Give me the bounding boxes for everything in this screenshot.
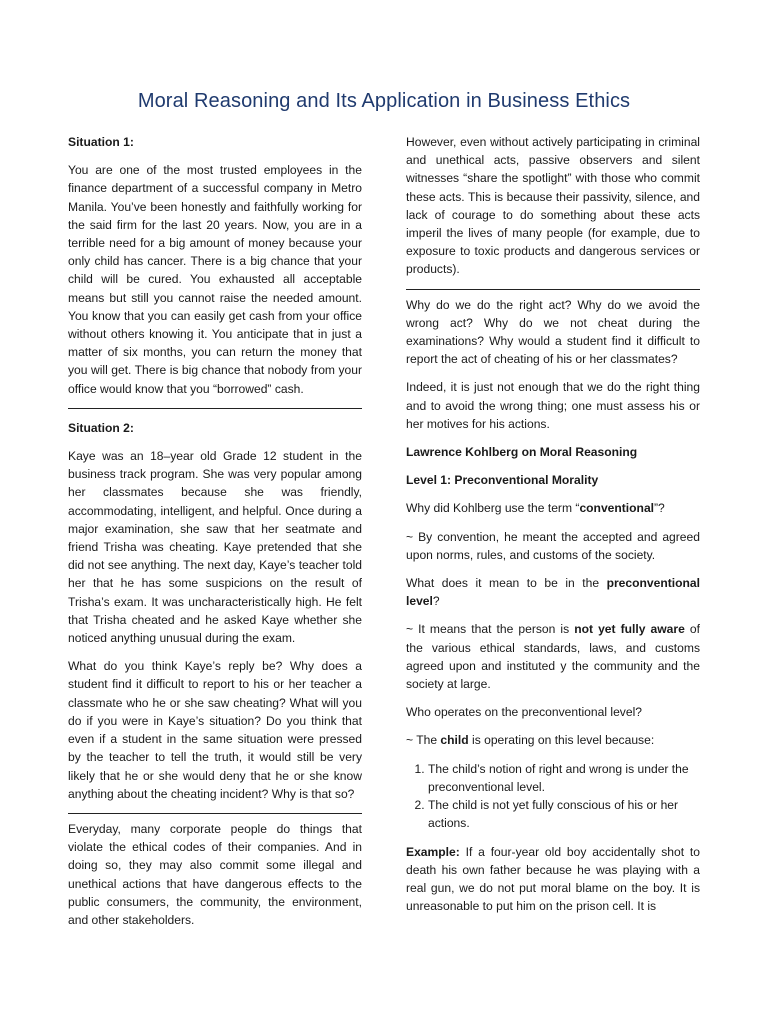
situation-1-text: You are one of the most trusted employees in the finance department of a successful company in Metro Manila. You’ve been honestly and faithfully working for the said firm for the last 20 years. Now, you are in a terrible need for a big amount of money because your only child has cancer. There is a big chance that your child will be cured. You exhausted all acceptable means but still you cannot raise the needed amount. You know that you can easily get cash from your office without others knowing it. You anticipate that in just a matter of six months, you can return the money that you will get. There is big chance that nobody from your office would know that you “borrowed” cash.	[68, 163, 362, 396]
left-column	[68, 133, 362, 939]
level-1-heading: Level 1: Preconventional Morality	[406, 473, 599, 488]
section-divider	[406, 289, 700, 369]
reasons-list	[406, 760, 700, 833]
section-divider	[68, 408, 362, 437]
list-item: 2. The child is not yet fully conscious of his or her actions.	[428, 796, 700, 832]
why-paragraph: Why do we do the right act? Why do we avoid the wrong act? Why do we not cheat during the examinations? Why would a student find it difficult to report the act of cheating of his or her classmates?	[406, 297, 700, 367]
situation-2-questions: What do you think Kaye’s reply be? Why does a student find it difficult to report to his or her teacher a classmate who he or she saw cheating? What will you do if you were in Kaye’s situation? Do you think that even if a student in the same situation were pressed by the teacher to tell the truth, it would still be very likely that he or she would deny that he or she know anything about the cheating incident? Why is that so?	[68, 659, 362, 801]
situation-2-text: Kaye was an 18–year old Grade 12 student in the business track program. She was very popular among her classmates because she was friendly, accommodating, intelligent, and helpful. Once during a major examination, she saw that her seatmate and friend Trisha was cheating. Kaye pretended that she did not see anything. The next day, Kaye’s teacher told her that he has some suspicions on the result of Trisha’s exam. It was uncharacteristically high. He felt that Trisha cheated and he asked Kaye whether she noticed anything unusual during the exam.	[68, 449, 362, 646]
everyday-paragraph: Everyday, many corporate people do things that violate the ethical codes of their companies. And in doing so, they may also commit some illegal and unethical actions that have dangerous effects to the public consumers, the community, the environment, and other stakeholders.	[68, 821, 362, 927]
indeed-paragraph: Indeed, it is just not enough that we do the right thing and to avoid the wrong thing; one must assess his or her motives for his actions.	[406, 380, 700, 431]
section-divider	[68, 813, 362, 929]
kohlberg-heading: Lawrence Kohlberg on Moral Reasoning	[406, 445, 638, 460]
list-item: 1. The child’s notion of right and wrong is under the preconventional level.	[428, 760, 700, 796]
answer-preconventional: ~ It means that the person is not yet fully aware of the various ethical standards, laws, and customs agreed upon and instituted y the community and the society at large.	[406, 622, 700, 692]
answer-conventional: ~ By convention, he meant the accepted and agreed upon norms, rules, and customs of the society.	[406, 529, 700, 562]
however-paragraph: However, even without actively participating in criminal and unethical acts, passive observers and silent witnesses “share the spotlight” with those who commit these acts. This is because their passivity, silence, and lack of courage to do something about these acts imperil the lives of many people (for example, due to exposure to toxic products and dangerous services or products).	[406, 135, 700, 277]
example-paragraph: Example: If a four-year old boy accidentally shot to death his own father because he was playing with a real gun, we do not put moral blame on the boy. It is unreasonable to put him on the prison cell. It is	[406, 844, 700, 914]
right-column	[406, 133, 700, 925]
situation-2-heading: Situation 2:	[68, 420, 134, 435]
situation-1-heading: Situation 1:	[68, 135, 134, 149]
answer-who: ~ The child is operating on this level because:	[406, 733, 655, 748]
question-preconventional: What does it mean to be in the preconventional level?	[406, 576, 700, 609]
question-who: Who operates on the preconventional level?	[406, 705, 642, 720]
page-title: Moral Reasoning and Its Application in Business Ethics	[137, 90, 631, 112]
question-conventional: Why did Kohlberg use the term “conventional”?	[406, 501, 665, 516]
